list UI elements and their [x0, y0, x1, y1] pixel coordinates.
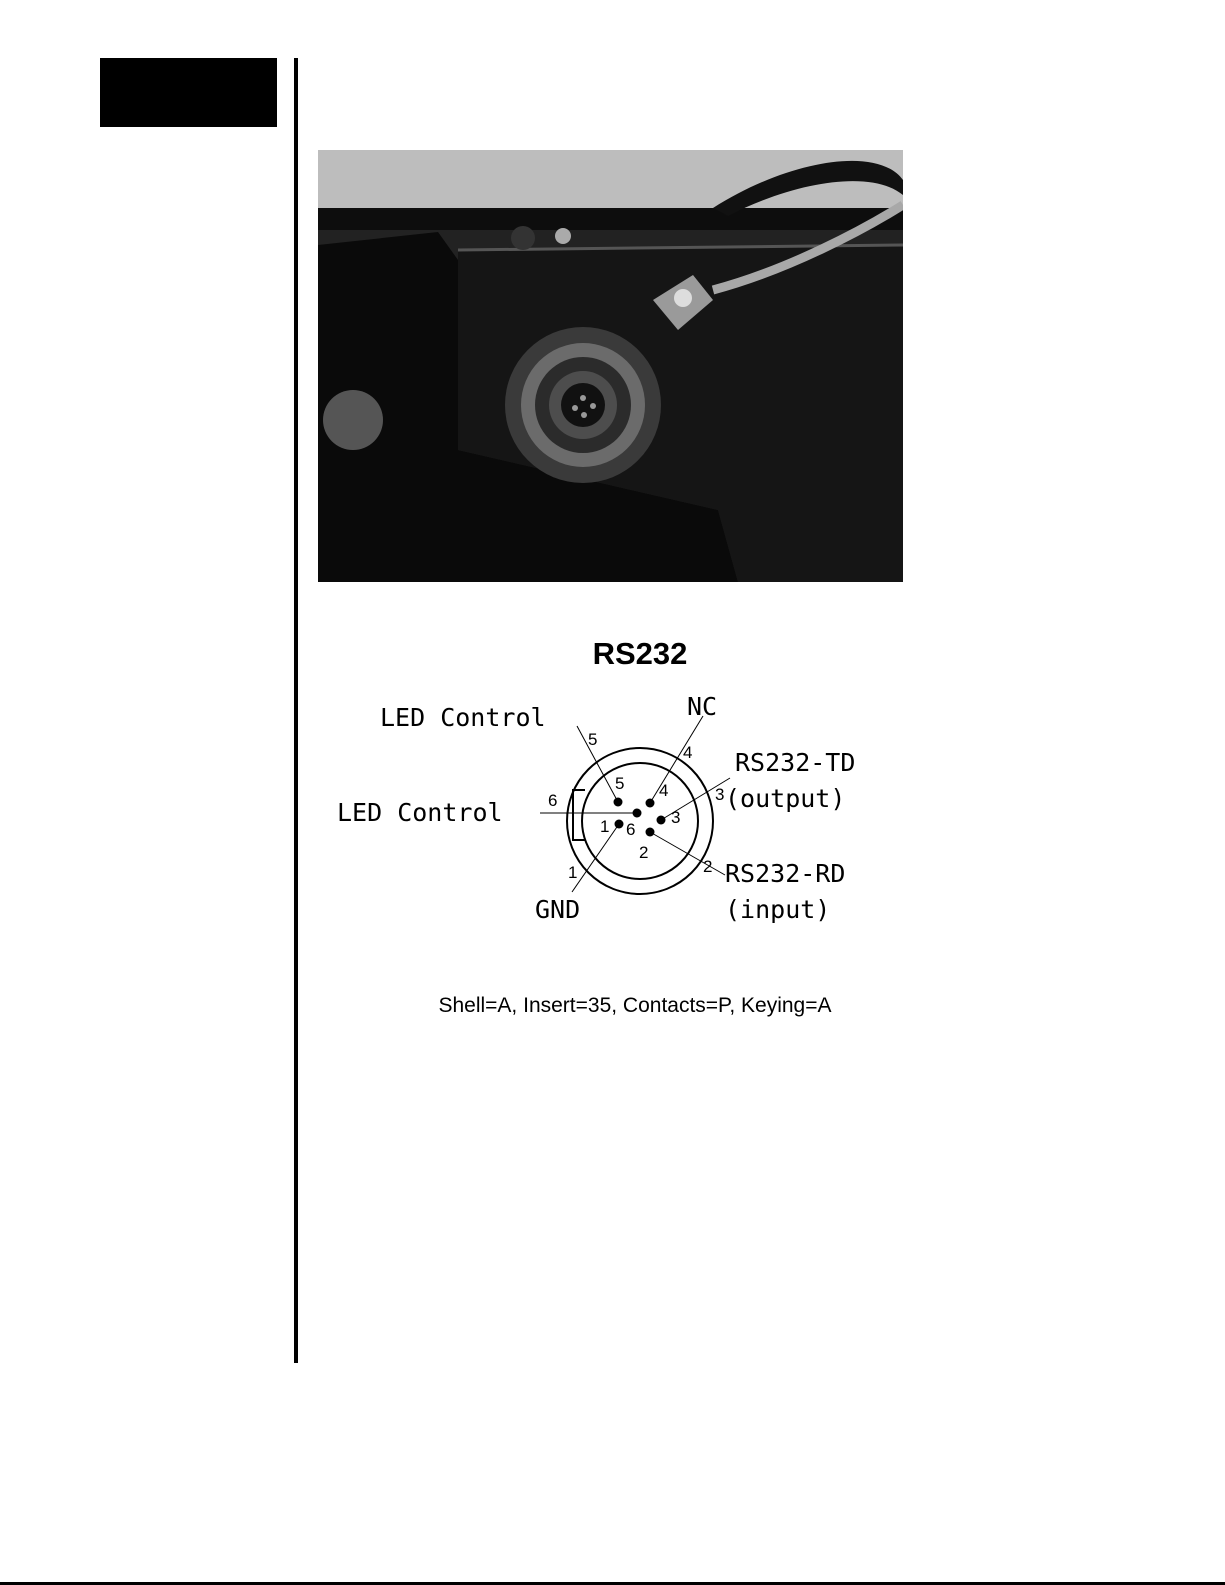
label-rd-line2: (input) [725, 895, 831, 924]
connector-title: RS232 [592, 636, 688, 671]
label-td-line1: RS232-TD [735, 748, 856, 777]
label-led-control-left: LED Control [337, 798, 503, 827]
outer-number-6: 6 [548, 791, 558, 810]
section-tab-block [100, 58, 277, 127]
leader-pin-1 [572, 824, 619, 892]
leader-pin-2 [650, 832, 725, 875]
label-rd-line1: RS232-RD [725, 859, 846, 888]
pinout-diagram [330, 690, 900, 930]
outer-number-2: 2 [703, 857, 713, 876]
connector-photo [318, 150, 903, 582]
inner-number-5: 5 [615, 774, 625, 793]
inner-number-1: 1 [600, 817, 610, 836]
label-gnd: GND [535, 895, 581, 924]
inner-number-2: 2 [639, 843, 649, 862]
connector-spec-caption: Shell=A, Insert=35, Contacts=P, Keying=A [438, 994, 832, 1017]
inner-number-6: 6 [626, 820, 636, 839]
label-led-control-top: LED Control [380, 703, 546, 732]
leader-pin-4 [650, 716, 703, 803]
inner-number-3: 3 [671, 808, 681, 827]
connector-outer-ring [567, 748, 713, 894]
outer-number-4: 4 [683, 743, 693, 762]
margin-rule [294, 58, 298, 1363]
outer-number-5: 5 [588, 730, 598, 749]
outer-number-3: 3 [715, 785, 725, 804]
label-td-line2: (output) [725, 784, 846, 813]
outer-number-1: 1 [568, 863, 578, 882]
inner-number-4: 4 [659, 781, 669, 800]
label-nc: NC [687, 692, 718, 721]
